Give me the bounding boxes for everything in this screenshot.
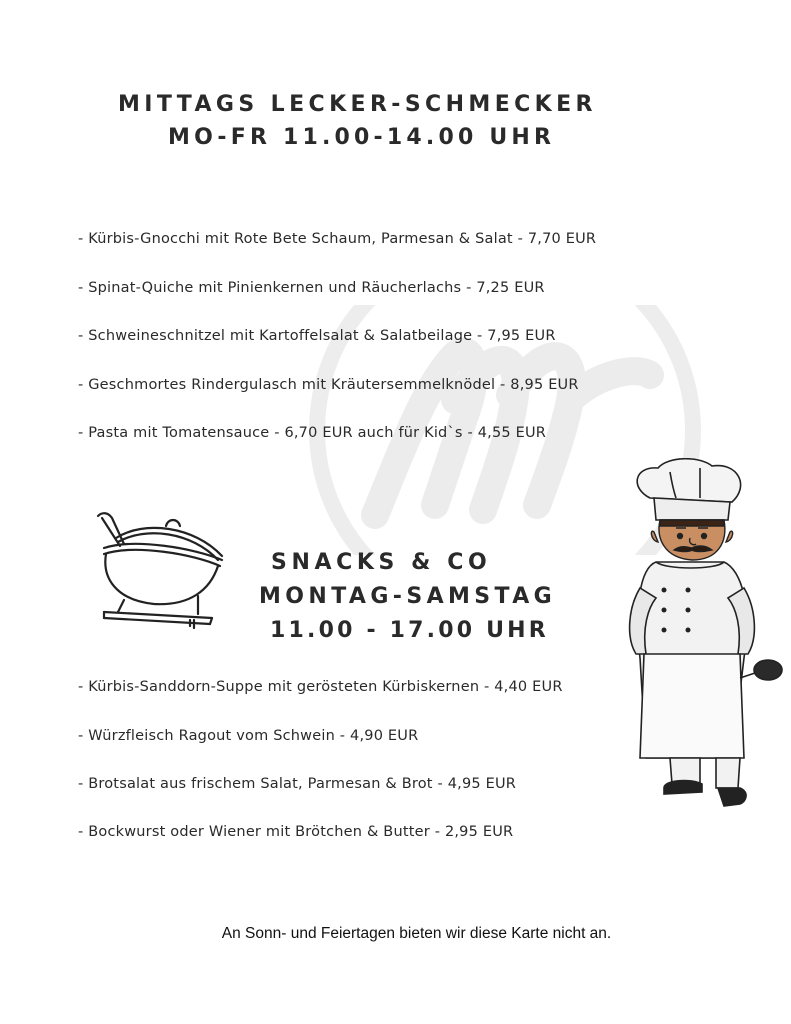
snack-item: - Brotsalat aus frischem Salat, Parmesan & Brot - 4,95 EUR xyxy=(78,776,517,792)
chef-illustration-icon xyxy=(620,458,790,818)
snacks-days: MONTAG-SAMSTAG xyxy=(259,584,557,609)
snacks-title: SNACKS & CO xyxy=(271,550,492,575)
snack-item: - Bockwurst oder Wiener mit Brötchen & Butter - 2,95 EUR xyxy=(78,824,514,840)
lunch-title: MITTAGS LECKER-SCHMECKER xyxy=(118,92,597,117)
footer-note xyxy=(0,925,791,943)
cooking-pot-icon xyxy=(94,508,226,636)
lunch-item: - Schweineschnitzel mit Kartoffelsalat & Salatbeilage - 7,95 EUR xyxy=(78,328,556,344)
snack-item: - Würzfleisch Ragout vom Schwein - 4,90 EUR xyxy=(78,728,419,744)
lunch-item: - Kürbis-Gnocchi mit Rote Bete Schaum, Parmesan & Salat - 7,70 EUR xyxy=(78,231,597,247)
footer-note-text: An Sonn- und Feiertagen bieten wir diese Karte nicht an. xyxy=(221,925,612,942)
lunch-item: - Pasta mit Tomatensauce - 6,70 EUR auch für Kid`s - 4,55 EUR xyxy=(78,425,547,441)
lunch-hours: MO-FR 11.00-14.00 UHR xyxy=(168,125,556,150)
lunch-item: - Geschmortes Rindergulasch mit Kräutersemmelknödel - 8,95 EUR xyxy=(78,377,579,393)
lunch-item: - Spinat-Quiche mit Pinienkernen und Räucherlachs - 7,25 EUR xyxy=(78,280,545,296)
snacks-hours: 11.00 - 17.00 UHR xyxy=(270,618,549,643)
snack-item: - Kürbis-Sanddorn-Suppe mit gerösteten Kürbiskernen - 4,40 EUR xyxy=(78,679,563,695)
